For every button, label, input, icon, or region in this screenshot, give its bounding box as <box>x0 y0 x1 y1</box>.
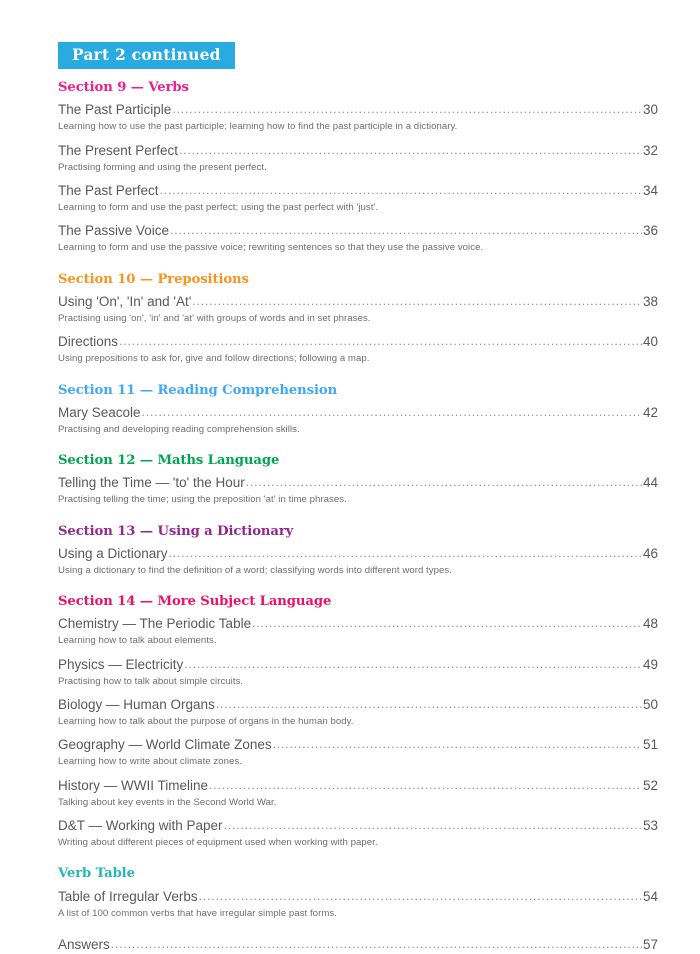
toc-section-heading: Section 12 — Maths Language <box>58 453 280 469</box>
toc-entry-page-number[interactable]: 42 <box>642 404 658 420</box>
toc-entry[interactable] <box>58 657 658 688</box>
dot-leader <box>119 334 642 349</box>
toc-entry-description: Learning to form and use the passive voice; rewriting sentences so that they use the passive voice. <box>58 242 484 254</box>
toc-entry-description: Learning how to talk about elements. <box>58 635 217 647</box>
toc-entry-title[interactable]: D&T — Working with Paper <box>58 818 223 834</box>
toc-entry-title[interactable]: Using 'On', 'In' and 'At' <box>58 293 192 309</box>
toc-entry-page-number[interactable]: 50 <box>642 697 658 713</box>
dot-leader <box>111 937 642 952</box>
toc-section-heading: Section 13 — Using a Dictionary <box>58 523 294 539</box>
toc-section <box>58 524 658 578</box>
toc-section <box>58 272 658 366</box>
toc-entry-description: Using prepositions to ask for, give and follow directions; following a map. <box>58 353 370 365</box>
dot-leader <box>246 475 642 490</box>
toc-entry-line[interactable] <box>58 294 658 311</box>
toc-entry-line[interactable] <box>58 223 658 240</box>
toc-entry-page-number[interactable]: 57 <box>642 936 658 952</box>
toc-entry[interactable] <box>58 143 658 174</box>
toc-entry-page-number[interactable]: 36 <box>642 223 658 239</box>
toc-entry-description: Practising using 'on', 'in' and 'at' with groups of words and in set phrases. <box>58 312 371 324</box>
dot-leader <box>273 737 642 752</box>
toc-entry-page-number[interactable]: 44 <box>642 475 658 491</box>
toc-entry-description: Talking about key events in the Second World War. <box>58 796 277 808</box>
toc-entry[interactable] <box>58 294 658 325</box>
dot-leader <box>170 223 642 238</box>
sections-container <box>58 80 658 920</box>
toc-entry-description: Learning how to talk about the purpose of organs in the human body. <box>58 715 354 727</box>
dot-leader <box>216 697 642 712</box>
toc-entry-title[interactable]: Geography — World Climate Zones <box>58 737 272 753</box>
toc-entry[interactable] <box>58 737 658 768</box>
toc-entry-title[interactable]: Telling the Time — 'to' the Hour <box>58 475 245 491</box>
toc-entry-title[interactable]: Directions <box>58 334 119 350</box>
toc-entry-description: Using a dictionary to find the definition of a word; classifying words into different word types. <box>58 564 452 576</box>
toc-section-heading: Verb Table <box>58 866 135 882</box>
toc-entry-page-number[interactable]: 30 <box>642 102 658 118</box>
toc-entry-description: Practising telling the time; using the preposition 'at' in time phrases. <box>58 494 347 506</box>
toc-entry-line[interactable] <box>58 183 658 200</box>
toc-entry[interactable] <box>58 889 658 920</box>
toc-entry-title[interactable]: The Present Perfect <box>58 142 179 158</box>
toc-section-heading: Section 14 — More Subject Language <box>58 594 332 610</box>
dot-leader <box>252 616 642 631</box>
toc-section <box>58 594 658 849</box>
toc-section-heading: Section 11 — Reading Comprehension <box>58 382 338 398</box>
toc-entry[interactable] <box>58 697 658 728</box>
toc-entry[interactable] <box>58 778 658 809</box>
dot-leader <box>199 889 642 904</box>
toc-entry[interactable] <box>58 102 658 133</box>
toc-entry-page-number[interactable]: 54 <box>642 888 658 904</box>
toc-entry-line[interactable] <box>58 657 658 674</box>
toc-entry[interactable] <box>58 223 658 254</box>
dot-leader <box>192 294 642 309</box>
toc-entry[interactable] <box>58 475 658 506</box>
toc-entry-title[interactable]: Mary Seacole <box>58 404 141 420</box>
toc-section-heading: Section 10 — Prepositions <box>58 271 249 287</box>
toc-entry-line[interactable] <box>58 405 658 422</box>
toc-entry-page-number[interactable]: 49 <box>642 656 658 672</box>
toc-entry[interactable] <box>58 334 658 365</box>
toc-entry-page-number[interactable]: 40 <box>642 334 658 350</box>
toc-content <box>58 42 658 954</box>
toc-entry-page-number[interactable]: 32 <box>642 142 658 158</box>
dot-leader <box>172 102 642 117</box>
toc-entry-line[interactable] <box>58 889 658 906</box>
toc-entry[interactable] <box>58 818 658 849</box>
toc-entry-description: Practising and developing reading comprehension skills. <box>58 423 300 435</box>
dot-leader <box>179 143 642 158</box>
toc-entry-line[interactable] <box>58 143 658 160</box>
toc-entry-line[interactable] <box>58 697 658 714</box>
toc-section <box>58 866 658 920</box>
toc-entry-page-number[interactable]: 46 <box>642 545 658 561</box>
toc-entry-description: Learning how to write about climate zones. <box>58 756 242 768</box>
toc-entry-description: Practising how to talk about simple circuits. <box>58 675 244 687</box>
toc-entry[interactable] <box>58 616 658 647</box>
toc-entry-line[interactable] <box>58 102 658 119</box>
toc-entry-title[interactable]: Table of Irregular Verbs <box>58 888 198 904</box>
toc-entry-title[interactable]: Answers <box>58 936 110 952</box>
toc-entry-line[interactable] <box>58 937 658 954</box>
toc-entry-page-number[interactable]: 53 <box>642 818 658 834</box>
toc-entry-title[interactable]: Chemistry — The Periodic Table <box>58 616 252 632</box>
toc-entry-page-number[interactable]: 52 <box>642 777 658 793</box>
toc-section-heading: Section 9 — Verbs <box>58 80 189 96</box>
trailing-entries-container <box>58 937 658 954</box>
dot-leader <box>160 183 642 198</box>
toc-entry-line[interactable] <box>58 778 658 795</box>
toc-entry-description: Writing about different pieces of equipment used when working with paper. <box>58 836 378 848</box>
toc-entry-description: Practising forming and using the present perfect. <box>58 161 267 173</box>
part-banner: Part 2 continued <box>58 42 235 69</box>
toc-entry-page-number[interactable]: 48 <box>642 616 658 632</box>
toc-entry[interactable] <box>58 183 658 214</box>
toc-entry-line[interactable] <box>58 818 658 835</box>
toc-entry-title[interactable]: Biology — Human Organs <box>58 697 215 713</box>
toc-entry-page-number[interactable]: 51 <box>642 737 658 753</box>
toc-entry-line[interactable] <box>58 616 658 633</box>
toc-entry-line[interactable] <box>58 475 658 492</box>
toc-entry-page-number[interactable]: 34 <box>642 183 658 199</box>
toc-entry-line[interactable] <box>58 334 658 351</box>
toc-entry-title[interactable]: The Passive Voice <box>58 223 170 239</box>
dot-leader <box>142 405 642 420</box>
dot-leader <box>224 818 642 833</box>
toc-entry-page-number[interactable]: 38 <box>642 293 658 309</box>
dot-leader <box>184 657 642 672</box>
toc-entry-line[interactable] <box>58 546 658 563</box>
toc-entry-description: Learning to form and use the past perfect; using the past perfect with 'just'. <box>58 202 379 213</box>
toc-entry-title[interactable]: Using a Dictionary <box>58 545 168 561</box>
toc-entry[interactable] <box>58 937 658 954</box>
toc-section <box>58 383 658 437</box>
toc-entry-description: Learning how to use the past participle; learning how to find the past participle in a dictionary. <box>58 121 458 133</box>
toc-entry-title[interactable]: History — WWII Timeline <box>58 777 209 793</box>
dot-leader <box>169 546 642 561</box>
toc-section <box>58 453 658 507</box>
dot-leader <box>209 778 642 793</box>
toc-entry-description: A list of 100 common verbs that have irregular simple past forms. <box>58 907 337 919</box>
toc-entry[interactable] <box>58 405 658 436</box>
toc-entry-title[interactable]: Physics — Electricity <box>58 656 184 672</box>
toc-entry-title[interactable]: The Past Perfect <box>58 183 159 199</box>
toc-entry[interactable] <box>58 546 658 577</box>
toc-entry-title[interactable]: The Past Participle <box>58 102 172 118</box>
toc-entry-line[interactable] <box>58 737 658 754</box>
toc-section <box>58 80 658 255</box>
